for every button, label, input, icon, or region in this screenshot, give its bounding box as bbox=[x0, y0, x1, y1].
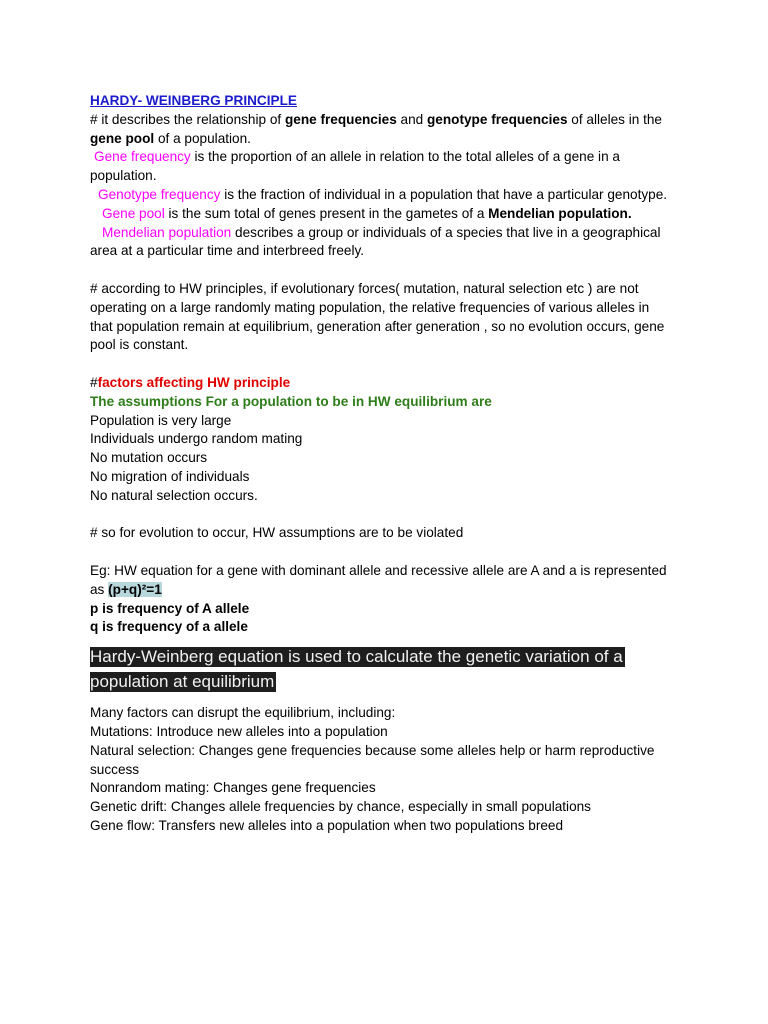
disruptor-item: Natural selection: Changes gene frequencies because some alleles help or harm reproductive bbox=[90, 742, 655, 758]
definition-gene-frequency-cont: population. bbox=[90, 168, 157, 184]
callout-line-1: Hardy-Weinberg equation is used to calculate the genetic variation of a bbox=[90, 647, 623, 667]
assumption-item: Population is very large bbox=[90, 412, 232, 428]
disruptor-item: Gene flow: Transfers new alleles into a population when two populations breed bbox=[90, 817, 564, 833]
factors-heading-line bbox=[90, 374, 690, 393]
callout-line-2: population at equilibrium bbox=[90, 671, 275, 691]
p-definition: p is frequency of A allele bbox=[90, 600, 250, 616]
term-mendelian-population: Mendelian population bbox=[102, 224, 232, 240]
intro-line-1 bbox=[90, 111, 690, 130]
term-genotype-frequency: Genotype frequency bbox=[98, 186, 221, 202]
violation-note: # so for evolution to occur, HW assumptions are to be violated bbox=[90, 525, 464, 541]
bold-mendelian-population: Mendelian population. bbox=[488, 205, 632, 221]
hw-principle-line: operating on a large randomly mating population, the relative frequencies of various alleles in bbox=[90, 299, 650, 315]
hw-equation: (p+q)²=1 bbox=[108, 581, 162, 597]
intro-text: of alleles in the bbox=[567, 111, 662, 127]
q-definition: q is frequency of a allele bbox=[90, 619, 248, 635]
intro-line-2 bbox=[90, 130, 690, 149]
intro-text: and bbox=[396, 111, 427, 127]
disruptor-item: Mutations: Introduce new alleles into a population bbox=[90, 723, 388, 739]
hw-principle-line: # according to HW principles, if evolutionary forces( mutation, natural selection etc ) are not bbox=[90, 280, 639, 296]
intro-text: # it describes the relationship of bbox=[90, 111, 285, 127]
assumption-item: Individuals undergo random mating bbox=[90, 431, 303, 447]
assumption-item: No mutation occurs bbox=[90, 450, 208, 466]
factors-hash: # bbox=[90, 374, 98, 390]
definition-gene-pool bbox=[90, 205, 690, 224]
definition-mendelian-population-cont: area at a particular time and interbreed freely. bbox=[90, 243, 365, 259]
definition-text: is the fraction of individual in a population that have a particular genotype. bbox=[220, 186, 668, 202]
example-prefix: as bbox=[90, 581, 109, 597]
intro-bold-genotype-frequencies: genotype frequencies bbox=[427, 111, 568, 127]
document-title: HARDY- WEINBERG PRINCIPLE bbox=[90, 93, 297, 108]
callout-box bbox=[90, 645, 690, 694]
example-line-1: Eg: HW equation for a gene with dominant allele and recessive allele are A and a is represented bbox=[90, 562, 667, 578]
assumption-item: No migration of individuals bbox=[90, 468, 250, 484]
definition-text: describes a group or individuals of a species that live in a geographical bbox=[231, 224, 661, 240]
example-line-2 bbox=[90, 581, 690, 600]
intro-bold-gene-frequencies: gene frequencies bbox=[284, 111, 397, 127]
disruptor-item-cont: success bbox=[90, 761, 140, 777]
definition-genotype-frequency bbox=[90, 186, 690, 205]
assumption-item: No natural selection occurs. bbox=[90, 487, 258, 503]
definition-mendelian-population bbox=[90, 224, 690, 243]
disruptor-item: Genetic drift: Changes allele frequencies by chance, especially in small populations bbox=[90, 799, 591, 815]
factors-heading: factors affecting HW principle bbox=[97, 374, 291, 390]
hw-principle-line: pool is constant. bbox=[90, 337, 189, 353]
disruptors-intro: Many factors can disrupt the equilibrium, including: bbox=[90, 705, 396, 721]
disruptor-item: Nonrandom mating: Changes gene frequencies bbox=[90, 780, 376, 796]
intro-bold-gene-pool: gene pool bbox=[90, 130, 155, 146]
hw-principle-line: that population remain at equilibrium, generation after generation , so no evolution occurs, gene bbox=[90, 318, 665, 334]
document-page bbox=[90, 92, 690, 836]
definition-gene-frequency bbox=[90, 148, 690, 167]
assumptions-heading: The assumptions For a population to be in HW equilibrium are bbox=[90, 393, 492, 409]
term-gene-pool: Gene pool bbox=[102, 205, 165, 221]
title-line bbox=[90, 92, 690, 111]
intro-text: of a population. bbox=[154, 130, 251, 146]
definition-text: is the proportion of an allele in relation to the total alleles of a gene in a bbox=[190, 149, 620, 165]
definition-text: is the sum total of genes present in the gametes of a bbox=[164, 205, 489, 221]
term-gene-frequency: Gene frequency bbox=[94, 149, 191, 165]
